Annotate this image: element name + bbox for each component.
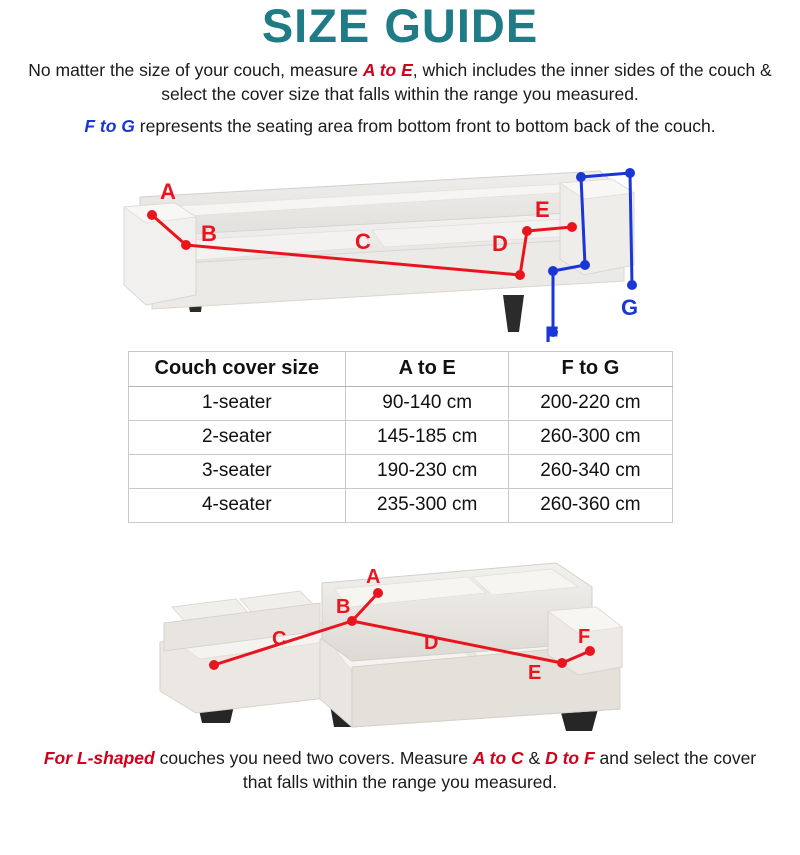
intro-part2: , which includes the inner sides of the couch & select the cover size that falls within the range you measured. bbox=[161, 60, 772, 104]
subline-paragraph bbox=[0, 106, 800, 139]
intro-part1: No matter the size of your couch, measure bbox=[28, 60, 363, 80]
cell-size: 4-seater bbox=[128, 488, 346, 522]
label-b-fig1: B bbox=[201, 220, 217, 246]
table-header-a-to-e: A to E bbox=[346, 351, 509, 386]
label-a-fig1: A bbox=[160, 178, 176, 204]
label-d-fig1: D bbox=[492, 230, 508, 256]
cell-size: 1-seater bbox=[128, 386, 346, 420]
cell-a-to-e: 190-230 cm bbox=[346, 454, 509, 488]
intro-highlight-a-to-e: A to E bbox=[362, 60, 413, 80]
cell-size: 3-seater bbox=[128, 454, 346, 488]
table-row bbox=[128, 454, 672, 488]
label-c-fig2: C bbox=[272, 627, 287, 650]
cell-a-to-e: 235-300 cm bbox=[346, 488, 509, 522]
cell-a-to-e: 90-140 cm bbox=[346, 386, 509, 420]
label-e-fig2: E bbox=[528, 661, 542, 684]
cell-f-to-g: 260-300 cm bbox=[509, 420, 672, 454]
cell-f-to-g: 260-360 cm bbox=[509, 488, 672, 522]
size-table bbox=[128, 351, 673, 523]
footnote-part1: couches you need two covers. Measure bbox=[154, 747, 473, 768]
footnote-paragraph bbox=[0, 742, 800, 795]
label-c-fig1: C bbox=[355, 228, 371, 254]
footnote-part3: and select the cover that falls within the range you measured. bbox=[242, 747, 757, 793]
table-row bbox=[128, 488, 672, 522]
label-a-fig2: A bbox=[366, 565, 381, 588]
label-d-fig2: D bbox=[424, 631, 439, 654]
cell-a-to-e: 145-185 cm bbox=[346, 420, 509, 454]
table-row bbox=[128, 420, 672, 454]
straight-sofa-diagram bbox=[0, 145, 800, 345]
cell-size: 2-seater bbox=[128, 420, 346, 454]
footnote-highlight-a-to-c: A to C bbox=[472, 747, 524, 768]
table-row bbox=[128, 386, 672, 420]
intro-paragraph bbox=[0, 49, 800, 106]
label-f-fig1: F bbox=[545, 321, 559, 345]
subline-text: represents the seating area from bottom front to bottom back of the couch. bbox=[134, 116, 716, 137]
page-title: SIZE GUIDE bbox=[261, 0, 539, 52]
label-b-fig2: B bbox=[336, 595, 351, 618]
l-shaped-sofa-diagram bbox=[0, 527, 800, 742]
label-g-fig1: G bbox=[621, 294, 639, 320]
label-e-fig1: E bbox=[535, 196, 550, 222]
subline-highlight-f-to-g: F to G bbox=[84, 116, 135, 137]
footnote-part2: & bbox=[523, 747, 546, 768]
table-header-f-to-g: F to G bbox=[509, 351, 672, 386]
cell-f-to-g: 260-340 cm bbox=[509, 454, 672, 488]
straight-sofa-illustration bbox=[0, 145, 800, 345]
footnote-highlight-d-to-f: D to F bbox=[545, 747, 595, 768]
table-header-size: Couch cover size bbox=[128, 351, 346, 386]
table-header-row bbox=[128, 351, 672, 386]
footnote-highlight-l-shaped: For L-shaped bbox=[43, 747, 155, 768]
l-shaped-sofa-illustration bbox=[0, 527, 800, 742]
label-f-fig2: F bbox=[578, 625, 591, 648]
size-table-wrapper bbox=[128, 351, 673, 523]
cell-f-to-g: 200-220 cm bbox=[509, 386, 672, 420]
